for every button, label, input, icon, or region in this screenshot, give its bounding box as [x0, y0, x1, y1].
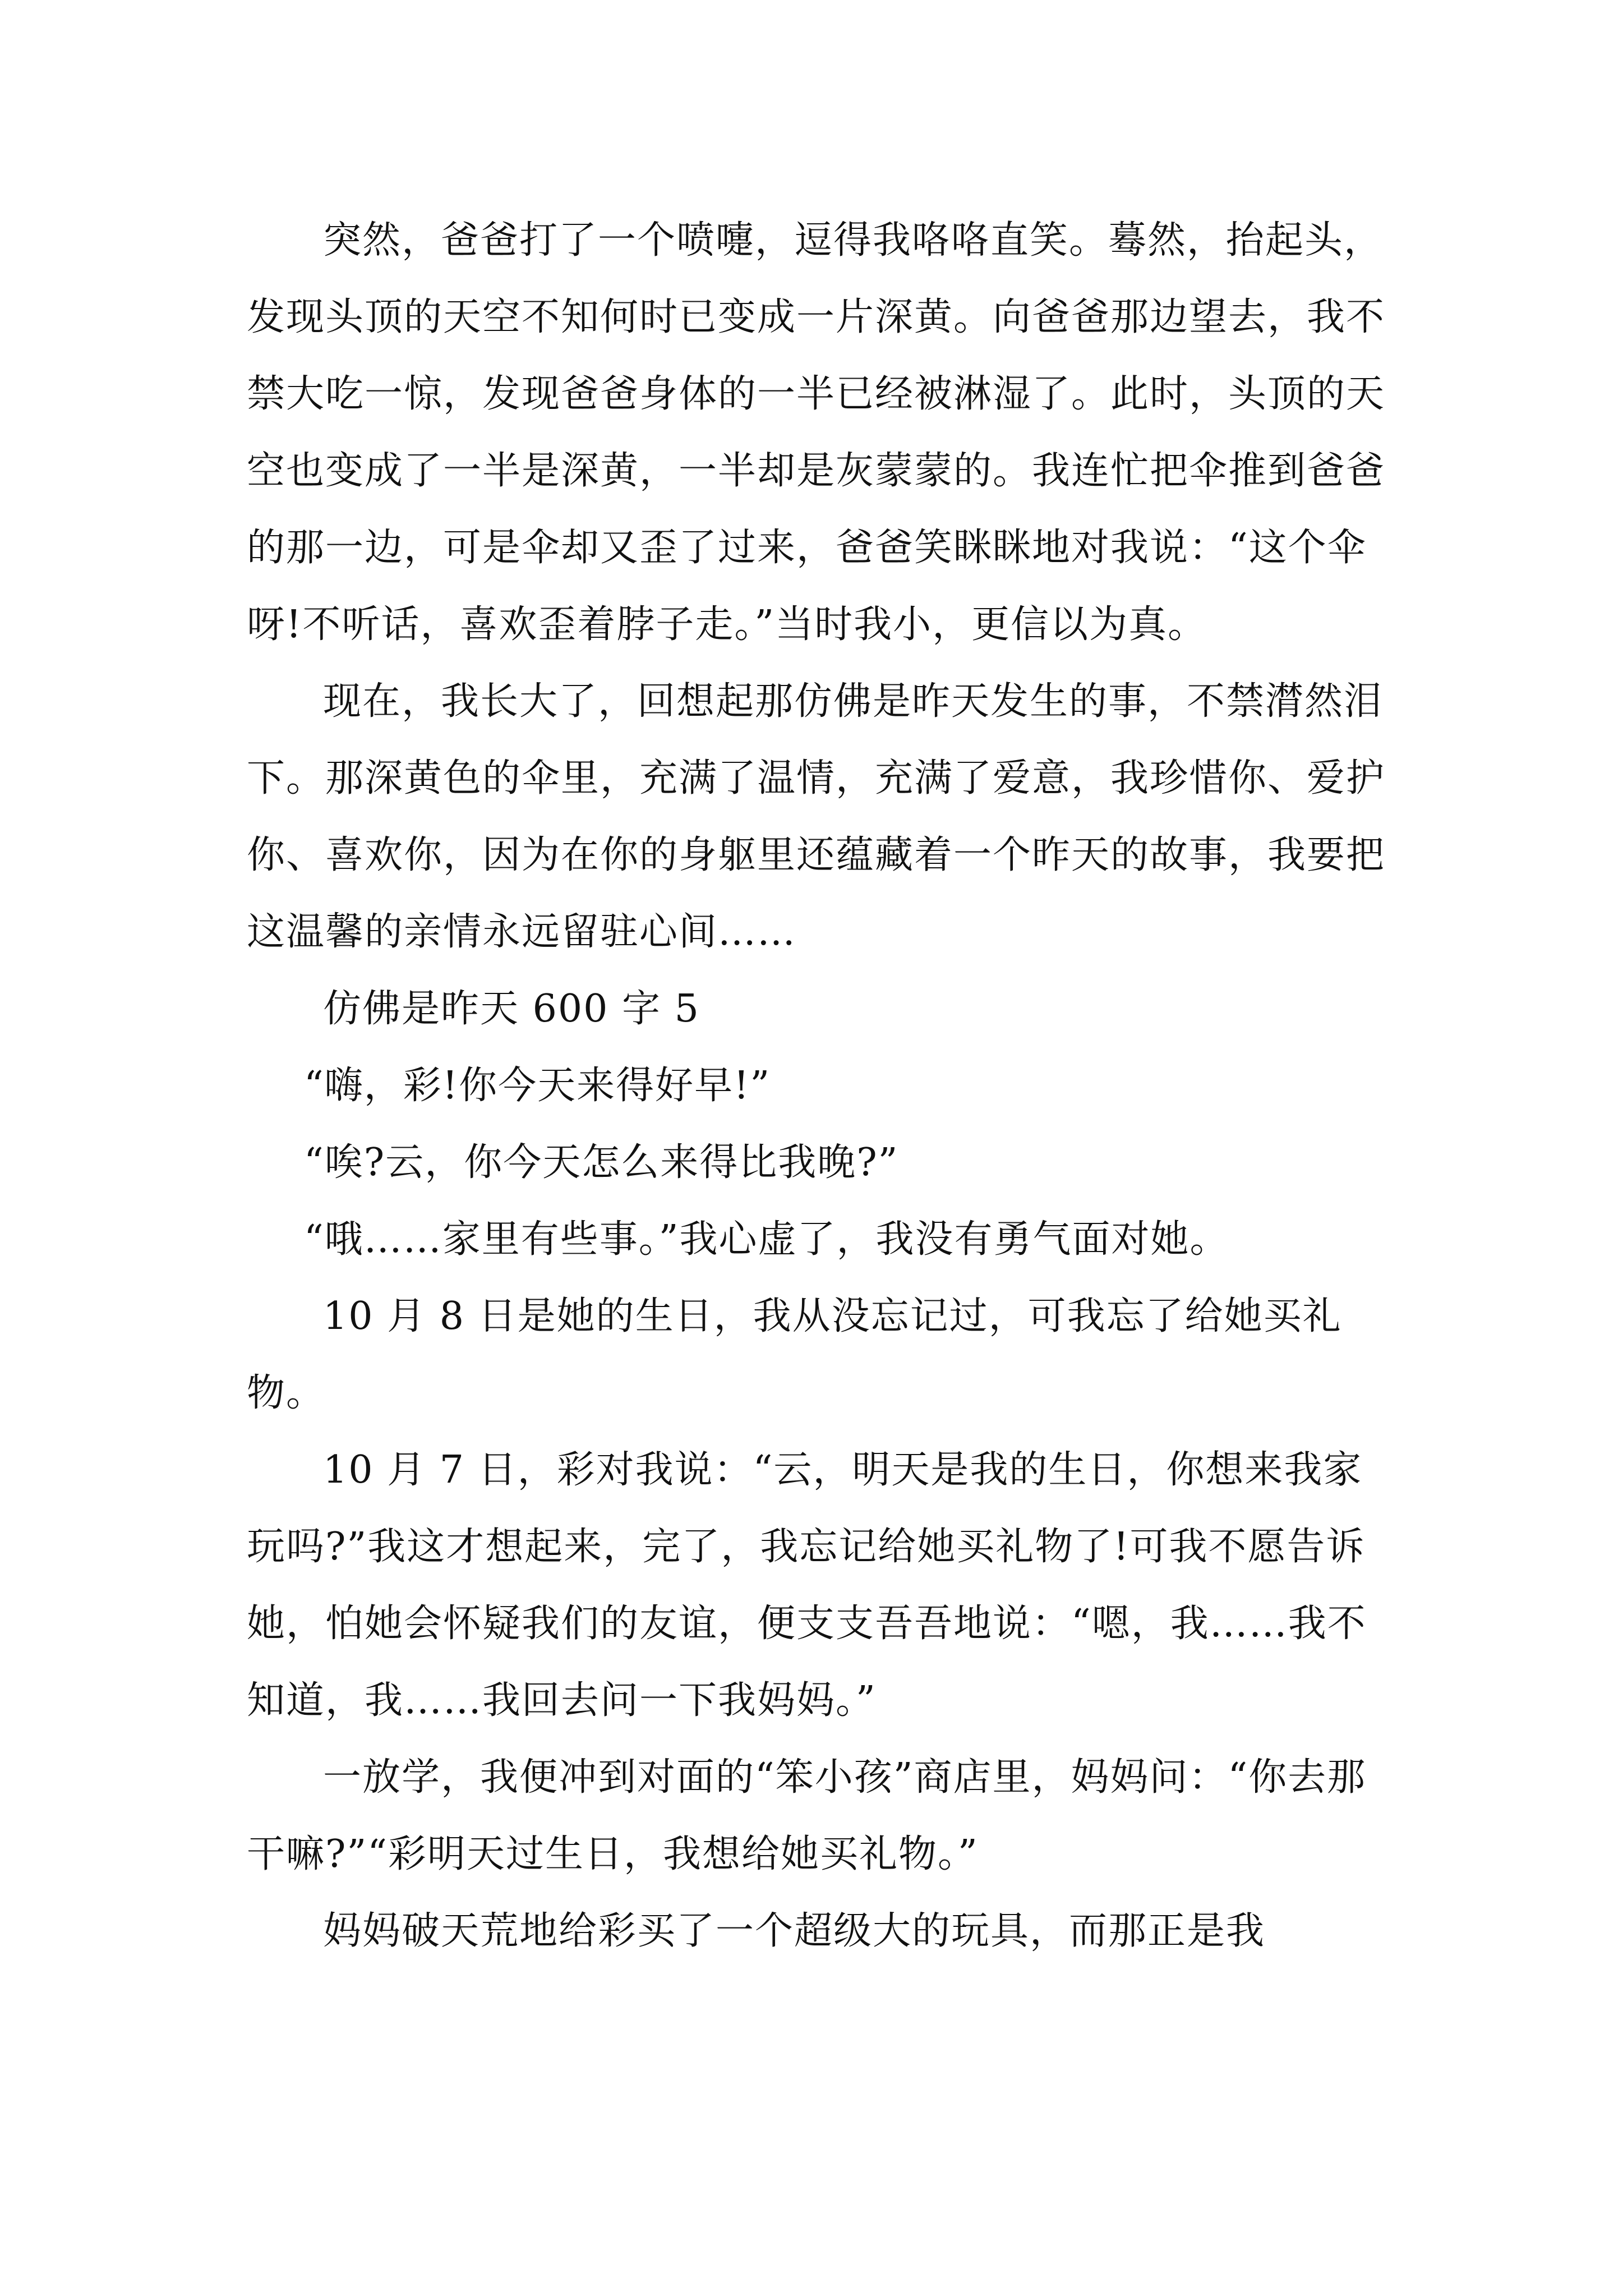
paragraph: 妈妈破天荒地给彩买了一个超级大的玩具，而那正是我	[323, 1909, 1266, 1953]
paragraph: 一放学，我便冲到对面的“笨小孩”商店里，妈妈问：“你去那干嘛?”“彩明天过生日，我想给她买礼物。”	[247, 1755, 1367, 1876]
document-body	[247, 202, 1385, 1970]
dialogue-line: “哦……家里有些事。”我心虚了，我没有勇气面对她。	[304, 1217, 1229, 1262]
paragraph: 突然，爸爸打了一个喷嚏，逗得我咯咯直笑。蓦然，抬起头，发现头顶的天空不知何时已变成一片深黄。向爸爸那边望去，我不禁大吃一惊，发现爸爸身体的一半已经被淋湿了。此时，头顶的天空也变成了一半是深黄，一半却是灰蒙蒙的。我连忙把伞推到爸爸的那一边，可是伞却又歪了过来，爸爸笑眯眯地对我说：“这个伞呀!不听话，喜欢歪着脖子走。”当时我小，更信以为真。	[247, 218, 1386, 647]
paragraph: 10 月 8 日是她的生日，我从没忘记过，可我忘了给她买礼物。	[247, 1294, 1342, 1415]
dialogue-line: “唉?云，你今天怎么来得比我晚?”	[304, 1140, 899, 1185]
dialogue-line: “嗨，彩!你今天来得好早!”	[304, 1064, 771, 1108]
paragraph: 10 月 7 日，彩对我说：“云，明天是我的生日，你想来我家玩吗?”我这才想起来，完了，我忘记给她买礼物了!可我不愿告诉她，怕她会怀疑我们的友谊，便支支吾吾地说：“嗯，我……我不知道，我……我回去问一下我妈妈。”	[247, 1448, 1367, 1723]
section-heading: 仿佛是昨天 600 字 5	[323, 987, 700, 1031]
paragraph: 现在，我长大了，回想起那仿佛是昨天发生的事，不禁潸然泪下。那深黄色的伞里，充满了温情，充满了爱意，我珍惜你、爱护你、喜欢你，因为在你的身躯里还蕴藏着一个昨天的故事，我要把这温馨的亲情永远留驻心间……	[247, 679, 1386, 954]
